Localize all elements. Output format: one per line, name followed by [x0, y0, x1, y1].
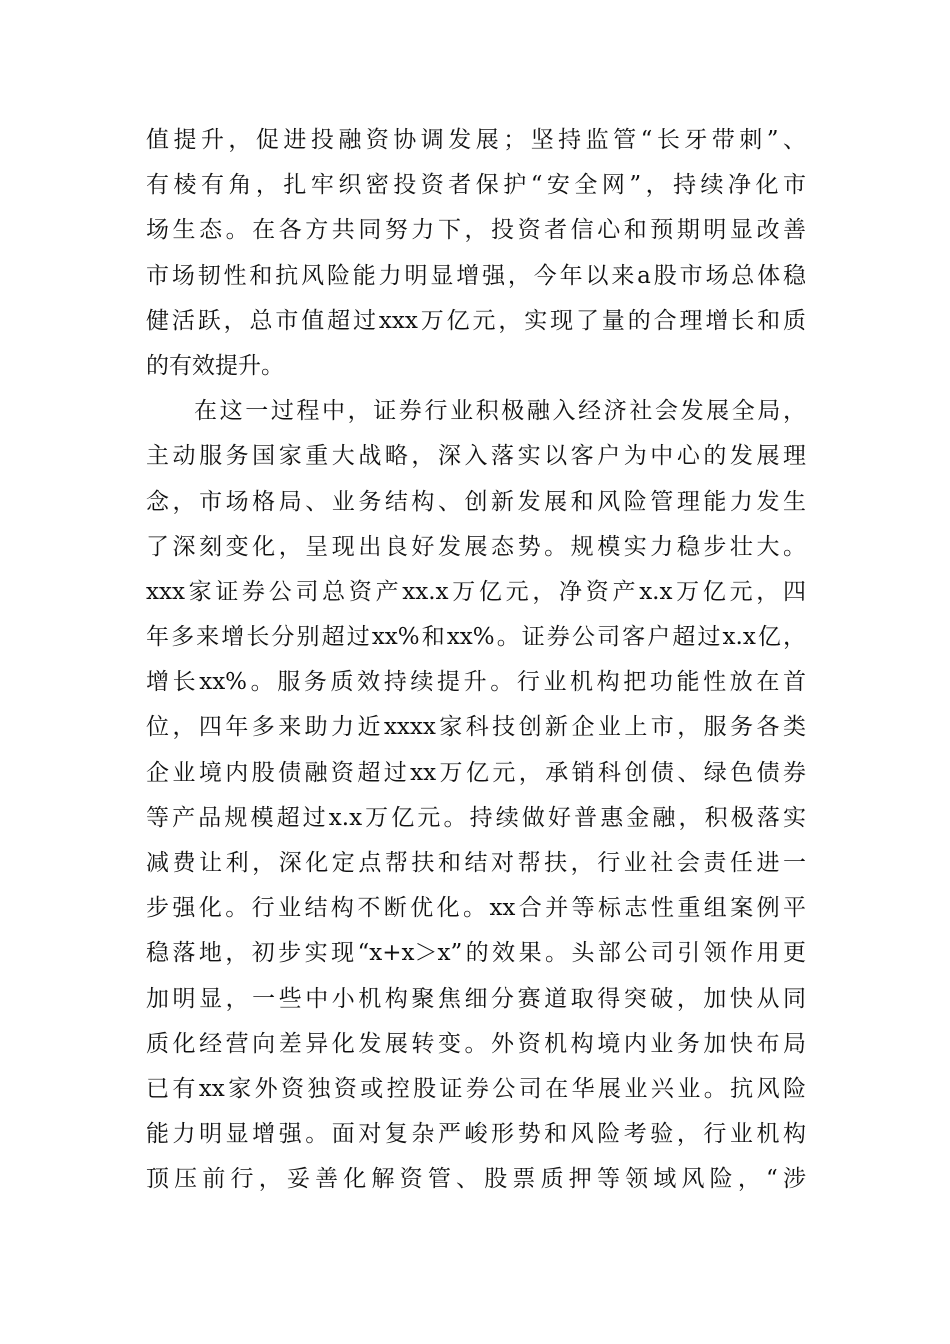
text-line: xxx家证券公司总资产xx.x万亿元，净资产x.x万亿元，四: [146, 578, 806, 605]
text-line: 加明显，一些中小机构聚焦细分赛道取得突破，加快从同: [146, 985, 806, 1012]
text-line: 稳落地，初步实现“x+x＞x”的效果。头部公司引领作用更: [146, 940, 806, 967]
text-line: 念，市场格局、业务结构、创新发展和风险管理能力发生: [146, 488, 806, 515]
text-line: 了深刻变化，呈现出良好发展态势。规模实力稳步壮大。: [146, 533, 806, 560]
text-line: 在这一过程中，证券行业积极融入经济社会发展全局，: [194, 398, 806, 425]
text-line: 值提升，促进投融资协调发展；坚持监管“长牙带刺”、: [146, 127, 806, 153]
text-line: 质化经营向差异化发展转变。外资机构境内业务加快布局: [146, 1030, 806, 1057]
text-line: 主动服务国家重大战略，深入落实以客户为中心的发展理: [146, 443, 806, 470]
paragraph-1: [146, 118, 806, 389]
text-line: 增长xx%。服务质效持续提升。行业机构把功能性放在首: [146, 669, 806, 696]
text-line: 减费让利，深化定点帮扶和结对帮扶，行业社会责任进一: [146, 850, 806, 876]
text-line: 顶压前行，妥善化解资管、股票质押等领域风险，“涉: [146, 1166, 806, 1193]
text-line: 步强化。行业结构不断优化。xx合并等标志性重组案例平: [146, 895, 806, 922]
text-line: 年多来增长分别超过xx%和xx%。证券公司客户超过x.x亿，: [146, 624, 806, 651]
text-line: 位，四年多来助力近xxxx家科技创新企业上市，服务各类: [146, 714, 806, 741]
document-body: [146, 118, 806, 1203]
text-line: 场生态。在各方共同努力下，投资者信心和预期明显改善: [146, 217, 806, 244]
text-line: 企业境内股债融资超过xx万亿元，承销科创债、绿色债券: [146, 759, 806, 786]
text-line: 健活跃，总市值超过xxx万亿元，实现了量的合理增长和质: [146, 307, 806, 334]
text-line: 已有xx家外资独资或控股证券公司在华展业兴业。抗风险: [146, 1075, 806, 1102]
paragraph-2: [146, 389, 806, 1202]
text-line: 的有效提升。: [146, 352, 284, 379]
text-line: 等产品规模超过x.x万亿元。持续做好普惠金融，积极落实: [146, 804, 806, 831]
text-line: 能力明显增强。面对复杂严峻形势和风险考验，行业机构: [146, 1121, 806, 1148]
text-line: 有棱有角，扎牢织密投资者保护“安全网”，持续净化市: [146, 172, 806, 199]
text-line: 市场韧性和抗风险能力明显增强，今年以来a股市场总体稳: [146, 262, 806, 289]
